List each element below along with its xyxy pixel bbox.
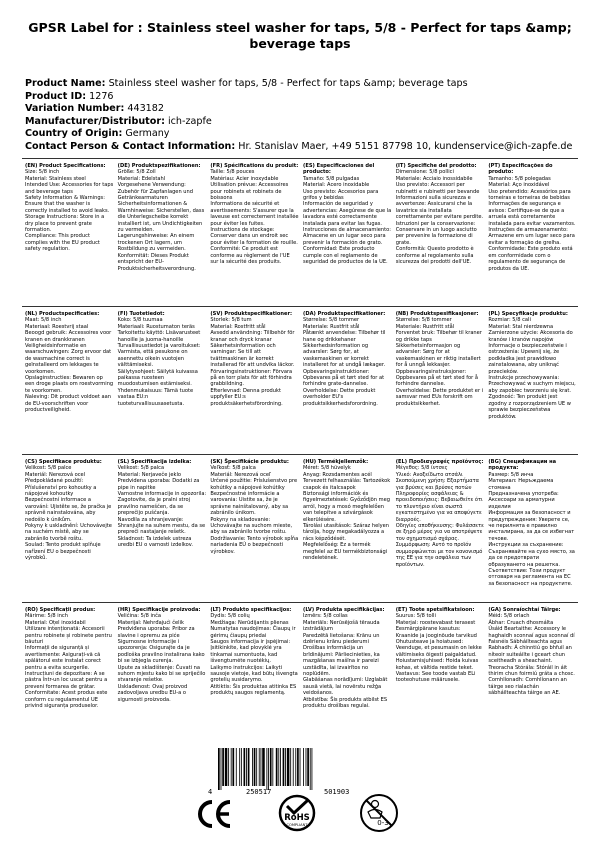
spec-line: Medžiaga: Nerūdijantis plienas	[210, 619, 289, 626]
spec-line: Informații de siguranță și avertismente: Asigurați-vă că spălătorul este instalat corect pentru a evita scurgerile.	[25, 645, 101, 671]
spec-column	[303, 607, 396, 710]
spec-line: Materiál: Nerezová ocel	[25, 471, 86, 478]
spec-line: Materiale: Rustfritt stål	[395, 323, 455, 330]
barcode-bar	[228, 748, 229, 786]
spec-line: Conformidad: Este producto cumple con el reglamento de seguridad de productos de la UE.	[303, 246, 388, 266]
spec-heading: (NL) Productspecificaties:	[25, 311, 100, 317]
spec-line: Biztonsági információk és figyelmeztetések: Győződjön meg arról, hogy a mosó megfelelően van telepítve a szivárgások elkerülésére.	[303, 491, 390, 523]
spec-line: Υλικό: Ανοξείδωτο ατσάλι	[395, 471, 463, 478]
spec-heading: (SV) Produktspecifikationer:	[210, 311, 293, 317]
product-info	[25, 78, 585, 154]
spec-column	[118, 311, 211, 420]
spec-line: Avsedd användning: Tillbehör för kranar och dryck kranar	[210, 330, 295, 343]
spec-line: Μέγεθος: 5/8 ίντσες	[395, 465, 448, 472]
spec-heading: (HU) Termékjellemzők:	[303, 459, 369, 465]
spec-line: Intended Use: Accessories for taps and beverage taps	[25, 182, 114, 195]
spec-line: Sigurnosne informacije i upozorenja: Osigurajte da je podloška pravilno instalirana kako bi se izbjegla curenja.	[117, 639, 205, 665]
spec-line: Material: Edelstahl	[117, 175, 166, 182]
no-children-0-3-icon	[358, 792, 400, 834]
spec-line: Safety Information & Warnings: Ensure that the washer is correctly installed to avoid leaks.	[25, 195, 110, 214]
spec-column	[488, 607, 581, 710]
spec-line: Sikkerhetsinformasjon og advarsler: Sørg for at vaskemaskinen er riktig installert for å unngå lekkasjer.	[395, 343, 481, 369]
spec-line: Ábhar: Cruach dhosmálta	[488, 619, 554, 626]
spec-column	[210, 459, 303, 587]
spec-line: Størrelse: 5/8 tommer	[303, 317, 360, 324]
spec-line: Material: Oțel inoxidabil	[25, 619, 86, 626]
spec-line: Rozmiar: 5/8 cali	[488, 317, 531, 324]
spec-heading: (SK) Špecifikácie produktu:	[210, 459, 289, 465]
spec-line: Materiaal: Roestvrij staal	[25, 323, 89, 330]
spec-line: Koko: 5/8 tuumaa	[117, 317, 163, 324]
barcode-bar	[287, 748, 290, 786]
spec-line: Conformidade: Este produto está em conformidade com o regulamento de segurança de produtos da UE.	[488, 246, 573, 272]
spec-line: Paredzētā lietošana: Krānu un dzērienu krānu piederumi	[303, 632, 380, 646]
spec-heading: (EN) Product Specifications:	[25, 163, 106, 169]
spec-line: Veľkosť: 5/8 palca	[210, 465, 256, 472]
spec-line: Hoiustamisjuhised: Hoida kuivas kohas, et vältida restide teket.	[395, 658, 479, 671]
spec-line: Ohutusteave ja hoiatused: Veenduge, et pesumasin on lekke vältimiseks õigesti paigaldatud.	[395, 639, 482, 658]
barcode-bar	[256, 748, 257, 786]
spec-line: Laikymo instrukcijos: Laikyti sausoje vietoje, kad būtų išvengta grotelių susidarymo.	[210, 664, 298, 684]
spec-line: Material: Nerjaveče jeklo	[117, 471, 182, 478]
spec-line: Méid: 5/8 orlach	[488, 613, 530, 620]
spec-line: Glabāšanas norādījumi: Uzglabāt sausā vietā, lai novērstu režģa veidošanos.	[303, 677, 388, 697]
rohs-compliant-icon	[278, 794, 316, 832]
barcode-bar	[254, 748, 256, 786]
spec-line: Vorgesehene Verwendung: Zubehör für Zapfanlagen und Getränkearmaturen	[117, 182, 193, 202]
spec-row-3	[25, 459, 581, 587]
spec-line: Size: 5/8 inch	[25, 169, 60, 176]
spec-line: Určené použitie: Príslušenstvo pre kohútiky a nápojové kohútiky	[210, 478, 298, 491]
spec-column	[488, 459, 581, 587]
barcode-bar	[285, 748, 286, 786]
barcode-digits-left: 250517	[246, 788, 272, 796]
barcode-bar	[283, 748, 285, 786]
spec-line: Предназначена употреба: Аксесоари за арматурни изделия	[488, 491, 559, 510]
spec-line: Velikost: 5/8 palca	[117, 465, 165, 472]
spec-line: Veličina: 5/8 inča	[117, 613, 162, 620]
spec-line: Drošības informācija un brīdinājumi: Pārliecinieties, ka mazgāšanas mašīna ir pareizi uzstādīta, lai izvairītos no noplūdēm.	[303, 645, 380, 678]
spec-line: Dydis: 5/8 colių	[210, 613, 250, 620]
spec-column	[118, 163, 211, 272]
spec-line: Matériau: Acier inoxydable	[210, 175, 279, 182]
spec-line: Material: Stainless steel	[25, 175, 86, 182]
spec-line: Conformitate: Acest produs este conform cu regulamentul UE privind siguranța produselor.	[25, 690, 108, 710]
spec-line: Předpokládané použití: Příslušenství pro kohoutky a nápojové kohoutky	[25, 478, 97, 498]
spec-line: Tarkoitettu käyttö: Lisävarusteet hanoille ja juoma-hanoille	[117, 330, 201, 343]
spec-line: Lagerungshinweise: An einem trockenen Ort lagern, um Rostbildung zu vermeiden.	[117, 233, 195, 253]
barcode-bar	[239, 748, 240, 786]
spec-line: Istruzioni per la conservazione: Conservare in un luogo asciutto per prevenire la formazione di grate.	[395, 220, 477, 246]
spec-line: Materiale: Rustfrit stål	[303, 323, 360, 330]
info-row-manufacturer: Manufacturer/Distributor: ich-zapfe	[25, 115, 212, 127]
spec-line: Instrucciones de almacenamiento: Almacene en un lugar seco para prevenir la formación de grato.	[303, 227, 391, 246]
spec-line: Velikost: 5/8 palce	[25, 465, 72, 472]
spec-line: Tárolási utasítások: Száraz helyen tárolja, hogy megakadályozza a rács képződését.	[303, 523, 390, 542]
spec-line: Säkerhetsinformation och varningar: Se till att tvättmaskinen är korrekt installerad för att undvika läckor.	[210, 343, 295, 369]
spec-line: Turvallisuustiedot ja varoitukset: Varmista, että pesukone on asennettu oikein vuotojen välttämiseksi.	[117, 343, 201, 369]
spec-line: Σκοπούμενη χρήση: Εξαρτήματα για βρύσες και βρύσες ποτών	[395, 478, 480, 491]
barcode-bar	[276, 748, 278, 786]
spec-column	[210, 311, 303, 420]
barcode-bar	[222, 748, 224, 786]
spec-heading: (ET) Toote spetsifikatsioon:	[395, 607, 475, 613]
spec-line: Instructions de stockage: Conserver dans un endroit sec pour éviter la formation de rouille.	[210, 227, 298, 246]
barcode-bar	[252, 748, 253, 786]
barcode-bar	[262, 748, 265, 786]
spec-column	[118, 607, 211, 710]
divider	[22, 602, 578, 603]
spec-row-4	[25, 607, 581, 710]
barcode-bar	[232, 748, 234, 786]
spec-line: Saugos informacija ir įspėjimai: Įsitikinkite, kad plovyklė yra tinkamai sumontuota, kad išvengtumėte nuotėkių.	[210, 639, 291, 665]
spec-line: Instruções de armazenamento: Armazene em um lugar seco para evitar a formação de grelha.	[488, 227, 575, 246]
spec-line: Dodržiavanie: Tento výrobok spĺňa nariadenia EÚ o bezpečnosti výrobkov.	[210, 535, 299, 555]
spec-heading: (CS) Specifikace produktu:	[25, 459, 102, 465]
barcode-bar	[307, 748, 309, 786]
spec-row-2	[25, 311, 581, 420]
spec-line: Overholdelse: Dette produkt overholder EU's produktsikkerhedsforordning.	[303, 387, 378, 407]
spec-line: Informazioni sulla sicurezza e avvertenze: Assicurarsi che la lavatrice sia installata correttamente per evitare perdite.	[395, 195, 484, 221]
spec-line: Pokyny k uskladnění: Uchovávejte na suchém místě, aby se zabránilo tvorbě roštu.	[25, 523, 112, 542]
barcode-bar	[221, 748, 222, 790]
barcode-bars	[218, 748, 312, 790]
barcode-digits-right: 501903	[324, 788, 350, 796]
spec-heading: (LV) Produkta specifikācijas:	[303, 607, 385, 613]
spec-line: Comhlíonadh: Comhlíonann an táirge seo rialachán sábháilteachta táirge an AE.	[488, 677, 567, 697]
spec-line: Utilizare intenționată: Accesorii pentru robinete și robinete pentru băuturi	[25, 626, 112, 646]
barcode-bar	[293, 748, 294, 786]
spec-line: Oppbevaringsinstruksjoner: Oppbevares på et tørt sted for å forhindre dannelse.	[395, 368, 478, 388]
spec-line: Opslaginstructies: Bewaren op een droge plaats om roestvorming te voorkomen.	[25, 375, 114, 394]
spec-heading: (RO) Specificații produs:	[25, 607, 96, 613]
barcode-bar	[236, 748, 237, 786]
spec-line: Upute za skladištenje: Čuvati na suhom mjestu kako bi se spriječilo stvaranje rešetke.	[117, 664, 206, 684]
spec-line: Materiál: Nerezová oceľ	[210, 471, 271, 478]
spec-column	[25, 459, 118, 587]
spec-line: Инструкции за съхранение: Съхранявайте на сухо място, за да се предотврати образуването на решетка.	[488, 542, 575, 568]
spec-line: Méret: 5/8 hüvelyk	[303, 465, 351, 472]
spec-line: Förvaringsinstruktioner: Förvara på en torr plats för att förhindra grabbildning.	[210, 368, 293, 388]
spec-line: Sicherheitsinformationen & Warnhinweise: Sicherstellen, dass die Unterlegscheibe korrekt installiert ist, um Undichtigkeiten zu vermeiden.	[117, 201, 205, 234]
barcode-bar	[290, 748, 291, 786]
spec-line: Naleving: Dit product voldoet aan de EU-voorschriften voor productveiligheid.	[25, 394, 111, 414]
spec-line: Compliance: This product complies with the EU product safety regulation.	[25, 233, 100, 253]
spec-line: Materiale: Acciaio inossidabile	[395, 175, 473, 182]
spec-line: Utilisation prévue: Accessoires pour robinets et robinets de boissons	[210, 182, 289, 202]
spec-line: Opbevaringsinstruktioner: Opbevares på et tørt sted for at forhindre grate-dannelse.	[303, 368, 385, 388]
spec-line: Материал: Неръждаема стомана	[488, 478, 554, 491]
info-row-variation-number: Variation Number: 443182	[25, 103, 164, 115]
spec-heading: (EL) Προδιαγραφές προϊόντος:	[395, 459, 484, 465]
spec-heading: (DE) Produktspezifikationen:	[117, 163, 201, 169]
spec-line: Vastavus: See toode vastab ELi tooteohutuse määrusele.	[395, 671, 476, 684]
barcode-bar	[225, 748, 228, 786]
spec-line: Materijal: Nehrđajući čelik	[117, 619, 184, 626]
spec-line: Mărime: 5/8 inch	[25, 613, 68, 620]
barcode-bar	[244, 748, 246, 786]
spec-line: Material: Aço inoxidável	[488, 182, 550, 189]
spec-line: Uso previsto: Accessori per rubinetti e rubinetti per bevande	[395, 182, 480, 195]
spec-heading: (FI) Tuotetiedot:	[117, 311, 165, 317]
spec-line: Beoogd gebruik: Accessoires voor kranen en drankkranen	[25, 330, 112, 343]
barcode-bar	[248, 748, 250, 786]
spec-line: Bezpečnostné informácie a varovania: Uistite sa, že je správne nainštalovaný, aby sa zabránilo únikom.	[210, 491, 289, 517]
spec-column	[303, 311, 396, 420]
spec-line: Numatytas naudojimas: Čiaupų ir gėrimų čiaupų priedai	[210, 626, 296, 639]
barcode-bar	[268, 748, 269, 790]
spec-line: Eesmärgipärane kasutus: Kraanide ja jooginõude tarvikud	[395, 626, 477, 639]
spec-line: Sikkerhedsinformation og advarsler: Sørg for, at vaskemaskinen er korrekt installeret for at undgå lækager.	[303, 343, 386, 369]
spec-line: Tamaño: 5/8 pulgadas	[303, 175, 360, 182]
spec-column	[396, 163, 489, 272]
spec-heading: (PL) Specyfikacje produktu:	[488, 311, 568, 317]
spec-heading: (GA) Sonraíochtaí Táirge:	[488, 607, 561, 613]
spec-line: Informações de segurança e avisos: Certifique-se de que a arruela está corretamente instalada para evitar vazamentos.	[488, 201, 576, 227]
spec-line: Faisnéis Sábháilteachta agus Rabhadh: Á chinntiú go bhfuil an níteoir suiteáilte i gceart chun sceitheadh a sheachaint.	[488, 639, 572, 665]
barcode-bar	[295, 748, 296, 786]
spec-line: Informacje o bezpieczeństwie i ostrzeżenia: Upewnij się, że podkładka jest prawidłowo zainstalowana, aby uniknąć przecieków.	[488, 343, 567, 375]
spec-heading: (DA) Produktspecifikationer:	[303, 311, 386, 317]
spec-line: Maat: 5/8 inch	[25, 317, 62, 324]
spec-line: Instrukcje przechowywania: Przechowywać w suchym miejscu, aby zapobiec tworzeniu się krat.	[488, 375, 576, 394]
spec-line: Material: Acero inoxidable	[303, 182, 370, 189]
spec-row-1	[25, 163, 581, 272]
spec-column	[25, 311, 118, 420]
spec-line: Tamanho: 5/8 polegadas	[488, 175, 551, 182]
spec-line: Størrelse: 5/8 tommer	[395, 317, 452, 324]
spec-line: Overholdelse: Dette produktet er i samsvar med EUs forskrift om produktsikkerhet.	[395, 387, 484, 407]
spec-line: Uso previsto: Accesorios para grifos y bebidas	[303, 188, 379, 202]
spec-line: Säilytysohjeet: Säilytä kuivassa paikassa ruosteen muodostumisen estämiseksi.	[117, 368, 198, 388]
spec-line: Πληροφορίες ασφάλειας & προειδοποιήσεις: Βεβαιωθείτε ότι το πλυντήριο είναι σωστά εγκατεστημένο για να αποφύγετε διαρροές.	[395, 491, 483, 523]
spec-line: Konformität: Dieses Produkt entspricht der EU-Produktsicherheitsverordnung.	[117, 252, 196, 272]
spec-column	[210, 163, 303, 272]
spec-line: Anyag: Rozsdamentes acél	[303, 471, 372, 478]
spec-heading: (PT) Especificações do produto:	[488, 163, 553, 176]
spec-line: Materjal: roostevabast terasest	[395, 619, 476, 626]
spec-line: Efterlevnad: Denna produkt uppfyller EU:s produktsäkerhetsförordning.	[210, 387, 283, 407]
spec-line: Påtænkt anvendelse: Tilbehør til hane og drikkehaner	[303, 330, 386, 343]
spec-heading: (IT) Specifiche del prodotto:	[395, 163, 477, 169]
spec-heading: (HR) Specifikacije proizvoda:	[117, 607, 201, 613]
spec-line: Storlek: 5/8 tum	[210, 317, 252, 324]
rohs-compliant-label: COMPLIANT	[286, 823, 308, 827]
barcode-bar	[270, 748, 272, 786]
spec-line: Pokyny na skladovanie: Uchovávajte na suchom mieste, aby sa zabránilo tvorbe roštu.	[210, 516, 293, 536]
spec-line: Συμμόρφωση: Αυτό το προϊόν συμμορφώνεται με τον κανονισμό της ΕΕ για την ασφάλεια των προϊόντων.	[395, 542, 483, 568]
spec-line: Atitiktis: Šis produktas atitinka ES produktų saugos reglamentą.	[210, 683, 297, 697]
info-row-country: Country of Origin: Germany	[25, 128, 170, 140]
spec-column	[210, 607, 303, 710]
barcode-bar	[246, 748, 247, 786]
spec-line: Bezpečnostní informace a varování: Ujistěte se, že pračka je správně nainstalována, aby nedošlo k únikům.	[25, 497, 112, 523]
barcode-bar	[306, 748, 307, 786]
spec-line: Úsáid Beartaithe: Accessory le haghaidh sconnaí agus sconnaí dí	[488, 626, 575, 639]
spec-line: Treoracha Stórála: Stóráil in áit thirim chun foirmiú gráta a chosc.	[488, 664, 575, 678]
spec-line: Megfelelőség: Ez a termék megfelel az EU termékbiztonsági rendeletének.	[303, 542, 388, 562]
spec-line: Materiaali: Ruostumaton teräs	[117, 323, 195, 330]
spec-line: Informations de sécurité et avertissements: S'assurer que la laveuse est correctement installée pour éviter les fuites.	[210, 201, 299, 227]
spec-line: Storage Instructions: Store in a dry place to prevent grate formation.	[25, 214, 105, 234]
barcode-bar	[259, 748, 260, 786]
spec-column	[25, 163, 118, 272]
divider	[22, 158, 578, 159]
barcode-bar	[218, 748, 220, 790]
spec-line: Οδηγίες αποθήκευσης: Φυλάσσετε σε ξηρό μέρος για να αποτρέψετε τον σχηματισμό σχάρας.	[395, 523, 484, 542]
spec-line: Suurus: 5/8 tolli	[395, 613, 436, 620]
barcode-bar	[241, 748, 242, 786]
barcode-bar	[261, 748, 262, 786]
spec-line: Информация за безопасност и предупреждения: Уверете се, че перилнята е правилно инсталирана, за да се избегнат течове.	[488, 510, 575, 542]
spec-line: Materiāls: Nerūsējošā tērauda izstrādājum	[303, 619, 380, 633]
spec-line: Zamierzone użycie: Akcesoria do kranów i kranów napojów	[488, 330, 573, 343]
barcode-bar	[231, 748, 232, 786]
rohs-label: RoHS	[284, 813, 310, 823]
spec-line: Conformità: Questo prodotto è conforme al regolamento sulla sicurezza dei prodotti dell'UE.	[395, 246, 474, 266]
spec-line: Размер: 5/8 инча	[488, 471, 534, 478]
spec-column	[303, 459, 396, 587]
spec-column	[118, 459, 211, 587]
spec-line: Съответствие: Този продукт отговаря на регламента на ЕС за безопасност на продуктите.	[488, 567, 573, 587]
spec-line: Dimensione: 5/8 pollici	[395, 169, 454, 176]
spec-column	[396, 607, 489, 710]
spec-line: Materiał: Stal nierdzewna	[488, 323, 554, 330]
spec-column	[396, 311, 489, 420]
spec-line: Instrucțiuni de depozitare: A se păstra într-un loc uscat pentru a preveni formarea de grătar.	[25, 671, 108, 690]
spec-line: Größe: 5/8 Zoll	[117, 169, 156, 176]
spec-line: Zgodność: Ten produkt jest zgodny z rozporządzeniem UE w sprawie bezpieczeństwa produktów.	[488, 394, 571, 420]
spec-line: Izmērs: 5/8 collas	[303, 613, 348, 620]
spec-line: Información de seguridad y advertencias: Asegúrese de que la lavadora esté correctamente instalada para evitar las fugas.	[303, 201, 392, 227]
divider	[22, 454, 578, 455]
spec-line: Uso pretendido: Acessórios para torneiras e torneiras de bebidas	[488, 188, 571, 202]
barcode-bar	[312, 748, 313, 790]
spec-line: Forventet bruk: Tilbehør til kraner og drikke taps	[395, 330, 482, 343]
info-row-product-id: Product ID: 1276	[25, 90, 114, 102]
spec-line: Yhdenmukaisuus: Tämä tuote vastaa EU:n tuoteturvallisuusasetusta.	[117, 387, 194, 407]
spec-column	[25, 607, 118, 710]
spec-heading: (LT) Produkto specifikacijos:	[210, 607, 292, 613]
ean-barcode	[206, 746, 396, 796]
spec-heading: (BG) Спецификации на продукта:	[488, 459, 557, 472]
spec-line: Atbilstība: Šis produkts atbilst ES produktu drošības regulai.	[303, 696, 388, 710]
spec-heading: (ES) Especificaciones del producto:	[303, 163, 375, 176]
barcode-bar	[297, 748, 299, 786]
spec-column	[488, 311, 581, 420]
spec-line: Usklađenost: Ovaj proizvod zadovoljava uredbu EU-a o sigurnosti proizvoda.	[117, 683, 188, 703]
barcode-bar	[278, 748, 279, 786]
barcode-bar	[280, 748, 281, 786]
ce-mark-icon	[196, 798, 234, 830]
spec-line: Predvidena uporaba: Dodatki za pipe in napitke	[117, 478, 200, 491]
age-label: 0-3	[377, 819, 389, 827]
info-row-product-name: Product Name: Stainless steel washer for taps, 5/8 - Perfect for taps &amp; beverage taps	[25, 78, 468, 89]
divider	[22, 306, 578, 307]
spec-column	[303, 163, 396, 272]
spec-heading: (SL) Specifikacija izdelka:	[117, 459, 192, 465]
barcode-bar	[310, 748, 311, 790]
spec-column	[488, 163, 581, 272]
barcode-digit-1: 4	[208, 788, 213, 796]
spec-line: Predviđena uporaba: Pribor za slavine i opremu za piće	[117, 626, 195, 639]
spec-line: Soulad: Tento produkt splňuje nařízení EU o bezpečnosti výrobků.	[25, 542, 101, 562]
spec-line: Material: Rostfritt stål	[210, 323, 266, 330]
barcode-bar	[303, 748, 304, 786]
spec-line: Conformité: Ce produit est conforme au règlement de l'UE sur la sécurité des produits.	[210, 246, 290, 266]
spec-column	[396, 459, 489, 587]
barcode-bar	[272, 748, 273, 786]
spec-line: Skladnost: Ta izdelek ustreza uredbi EU o varnosti izdelkov.	[117, 535, 193, 549]
spec-line: Tervezett felhasználás: Tartozékok csapok és italcsapok	[303, 478, 391, 491]
spec-line: Navodila za shranjevanje: Shranjujte na suhem mestu, da se prepreči nastajanje rešetk.	[117, 516, 206, 536]
barcode-bar	[300, 748, 301, 786]
page-title: GPSR Label for : Stainless steel washer for taps, 5/8 - Perfect for taps &amp; beverage taps	[28, 20, 572, 51]
info-row-contact: Contact Person & Contact Information: Hr. Stanislav Maer, +49 5151 87798 10, kundenservice@ich-zapfe.de	[25, 140, 573, 152]
spec-line: Taille: 5/8 pouces	[210, 169, 255, 176]
spec-heading: (FR) Spécifications du produit:	[210, 163, 299, 169]
spec-line: Veiligheidsinformatie en waarschuwingen: Zorg ervoor dat de wasmachine correct is geïnstalleerd om lekkages te voorkomen.	[25, 343, 112, 375]
barcode-bar	[266, 748, 267, 790]
spec-line: Varnostne informacije in opozorila: Zagotovite, da je pralni stroj pravilno nameščen, da se preprečijo puščanja.	[117, 491, 207, 517]
spec-heading: (NB) Produktspesifikasjoner:	[395, 311, 479, 317]
